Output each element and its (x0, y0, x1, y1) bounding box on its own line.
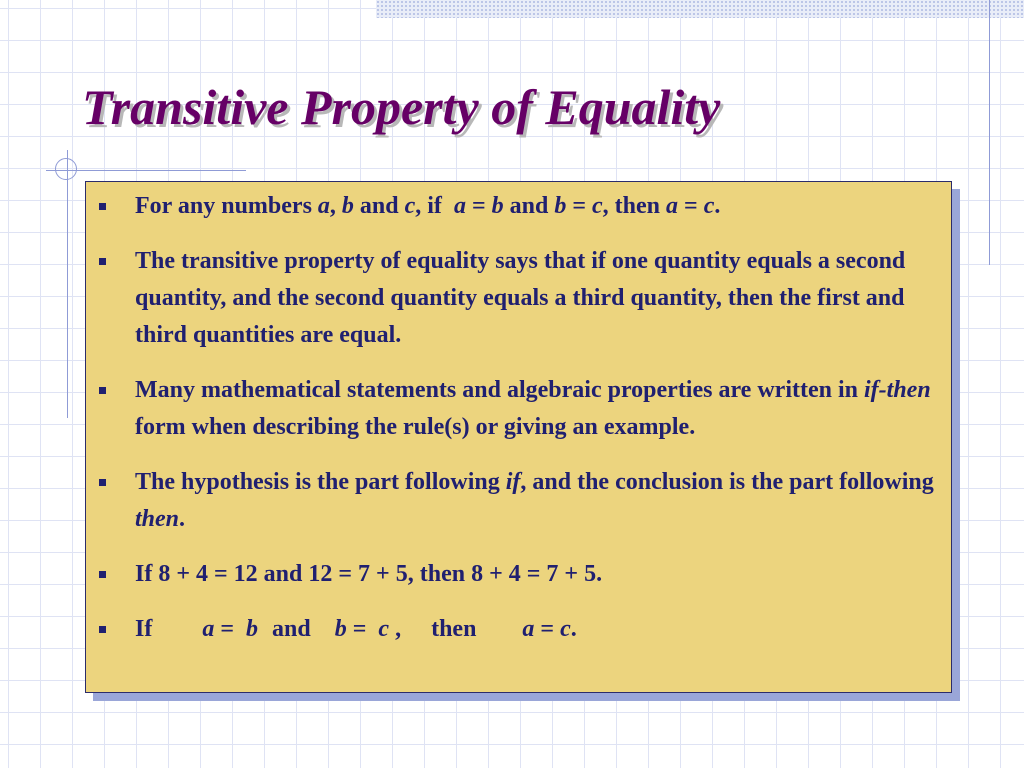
bullet-text: If 8 + 4 = 12 and 12 = 7 + 5, then 8 + 4 = 7 + 5. (135, 561, 603, 587)
bullet-text: , (389, 616, 402, 642)
bullet-text: = (346, 616, 379, 642)
content-box (85, 181, 952, 693)
bullet-text: = (678, 193, 704, 219)
square-bullet-icon (99, 203, 106, 210)
math-variable: c (592, 193, 603, 219)
square-bullet-icon (99, 571, 106, 578)
bullet-item (86, 188, 939, 225)
bullet-item (86, 556, 939, 593)
bullet-text: . (570, 616, 577, 642)
bullet-text: and (503, 193, 555, 219)
bullet-text: = (566, 193, 593, 219)
math-variable: c (378, 616, 390, 642)
decorative-vertical-line (67, 150, 68, 418)
bullet-text: , then (602, 193, 667, 219)
decorative-circle (55, 158, 77, 180)
bullet-text: . (179, 506, 186, 532)
bullet-item (86, 464, 939, 538)
decorative-vertical-line (989, 0, 990, 265)
bullet-item (86, 611, 939, 648)
bullet-text: If (135, 616, 153, 642)
slide-title: Transitive Property of Equality (82, 79, 721, 135)
emphasis-text: then (135, 506, 180, 532)
bullet-text: , and the conclusion is the part following (520, 469, 934, 495)
math-variable: b (554, 193, 567, 219)
bullet-text: = (465, 193, 492, 219)
square-bullet-icon (99, 258, 106, 265)
math-variable: a (202, 616, 215, 642)
math-variable: c (560, 616, 571, 642)
math-variable: c (703, 193, 715, 219)
bullet-item (86, 372, 939, 446)
bullet-text: then (431, 616, 477, 642)
bullet-text: and (353, 193, 405, 219)
decorative-dotted-band (376, 0, 1024, 18)
math-variable: a (317, 193, 330, 219)
bullet-item (86, 243, 939, 354)
math-variable: b (341, 193, 354, 219)
math-variable: b (491, 193, 504, 219)
math-variable: b (246, 616, 259, 642)
bullet-text: , (329, 193, 342, 219)
bullet-text: The hypothesis is the part following (135, 469, 506, 495)
square-bullet-icon (99, 479, 106, 486)
bullet-text: The transitive property of equality says that if one quantity equals a second quantity, and the second quantity equals a third quantity, then the first and third quantities are equal. (135, 248, 906, 348)
bullet-list (86, 182, 951, 648)
bullet-text: Many mathematical statements and algebraic properties are written in (135, 377, 864, 403)
emphasis-text: if (505, 469, 521, 495)
bullet-text: form when describing the rule(s) or giving an example. (135, 414, 696, 440)
math-variable: a (666, 193, 679, 219)
square-bullet-icon (99, 626, 106, 633)
bullet-text: = (534, 616, 561, 642)
bullet-text: . (714, 193, 721, 219)
math-variable: b (334, 616, 347, 642)
bullet-text: For any numbers (135, 193, 318, 219)
bullet-text: = (214, 616, 247, 642)
bullet-text: and (272, 616, 311, 642)
math-variable: a (522, 616, 535, 642)
math-variable: c (404, 193, 416, 219)
emphasis-text: if-then (864, 377, 931, 403)
square-bullet-icon (99, 387, 106, 394)
math-variable: a (453, 193, 466, 219)
bullet-text: , if (415, 193, 454, 219)
